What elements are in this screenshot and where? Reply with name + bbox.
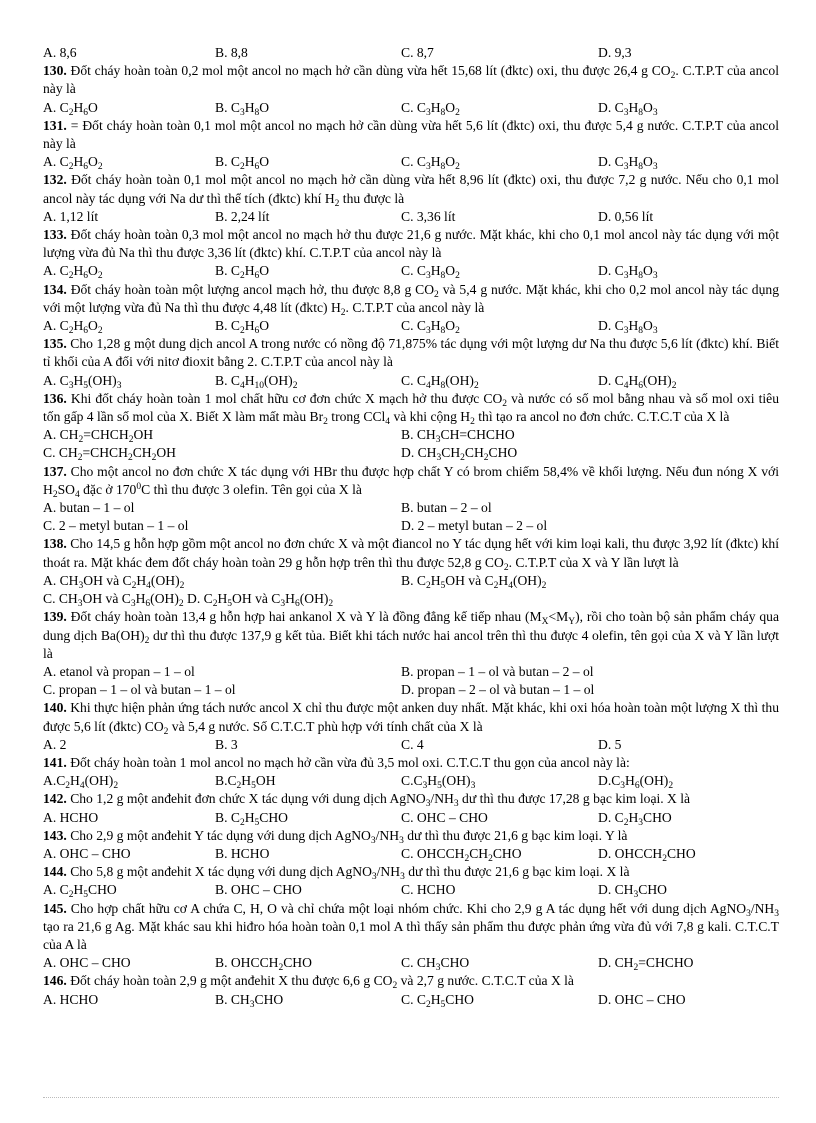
question-stem	[43, 900, 779, 955]
answer-options	[43, 317, 779, 335]
question-block	[43, 827, 779, 863]
answer-option: C. $C_4H_8(OH)_2$	[401, 372, 479, 391]
question-text: Cho hợp chất hữu cơ A chứa C, H, O và chỉ chứa một loại nhóm chức. Khi cho 2,9 g A tác dụng hết với dung dịch $AgNO_3/NH_3$ tạo ra 21,6 g Ag. Mặt khác sau khi hiđro hóa hoàn toàn 0,1 mol A thì thấy sản phẩm thu được phản ứng vừa đủ với 7,8 g kali. C.T.C.T của A là	[43, 900, 779, 952]
question-number: 142.	[43, 791, 67, 807]
answer-option: D. 9,3	[598, 45, 632, 60]
answer-options	[43, 499, 779, 535]
question-block	[43, 390, 779, 463]
question-number: 130.	[43, 63, 67, 79]
question-block	[43, 226, 779, 281]
answer-option: A. OHC – CHO	[43, 955, 131, 971]
answer-option: B. HCHO	[215, 845, 270, 861]
answer-option: C. $OHCCH_2CH_2CHO$	[401, 845, 522, 864]
answer-option: B. 2,24 lít	[215, 208, 270, 224]
question-text: = Đốt cháy hoàn toàn 0,1 mol một ancol no mạch hở cần dùng vừa hết 5,6 lít (đktc) oxi, thu được 5,4 g nước. C.T.P.T của ancol này là	[43, 117, 779, 152]
answer-option: D. 0,56 lít	[598, 208, 654, 224]
question-stem	[43, 754, 779, 772]
question-number: 137.	[43, 463, 67, 479]
answer-option: C. $CH_3OH$ và $C_3H_6(OH)_2$ D. $C_2H_5OH$ và $C_3H_6(OH)_2$	[43, 591, 334, 610]
answer-option: C. $CH_3CHO$	[401, 955, 470, 974]
answer-option: A. $CH_2=CHCH_2OH$	[43, 427, 154, 446]
answer-options	[43, 372, 779, 390]
answer-option: C. 4	[401, 736, 424, 752]
answer-option: C. $C_3H_8O_2$	[401, 318, 460, 337]
answer-option: D. $CH_3CHO$	[598, 882, 667, 901]
question-text: Đốt cháy hoàn toàn 13,4 g hỗn hợp hai ankanol X và Y là đồng đẳng kế tiếp nhau $(M_X<M_Y)$, rồi cho toàn bộ sản phẩm cháy qua dung dịch $Ba(OH)_2$ dư thì thu được 137,9 g kết tủa. Biết khi tách nước hai ancol trên thì thu được 4 olefin, tên gọi của X và Y lần lượt là	[43, 609, 779, 661]
question-block	[43, 171, 779, 226]
answer-options	[43, 954, 779, 972]
answer-option: A. butan – 1 – ol	[43, 500, 135, 516]
question-text: Đốt cháy hoàn toàn 0,1 mol một ancol no mạch hở cần dùng vừa hết 8,96 lít (đktc) oxi, thu được 7,2 g nước. Nếu cho 0,1 mol ancol này tác dụng với Na dư thì thể tích (đktc) khí $H_2$ thu được là	[43, 172, 779, 209]
answer-options	[43, 99, 779, 117]
answer-option: D. $C_2H_3CHO$	[598, 809, 672, 828]
answer-options	[43, 44, 779, 62]
answer-option: B. $C_4H_{10}(OH)_2$	[215, 372, 298, 391]
answer-option: D. $C_3H_8O_3$	[598, 263, 658, 282]
question-block	[43, 863, 779, 899]
answer-options	[43, 881, 779, 899]
question-number: 131.	[43, 117, 67, 133]
answer-option: A. HCHO	[43, 809, 99, 825]
question-stem	[43, 790, 779, 808]
answer-option: B. $CH_3CH=CHCHO$	[401, 427, 515, 446]
answer-option: B. propan – 1 – ol và butan – 2 – ol	[401, 663, 594, 679]
question-number: 135.	[43, 336, 67, 352]
answer-option: A. 1,12 lít	[43, 208, 99, 224]
answer-option: D. $CH_3CH_2CH_2CHO$	[401, 445, 518, 464]
answer-option: B. $C_2H_5OH$ và $C_2H_4(OH)_2$	[401, 572, 547, 591]
question-text: Khi đốt cháy hoàn toàn 1 mol chất hữu cơ đơn chức X mạch hở thu được $CO_2$ và nước có số mol bằng nhau và số mol oxi tiêu tốn gấp 4 lần số mol của X. Biết X làm mất màu $Br_2$ trong CCl$_4$ và khi cộng $H_2$ thì tạo ra ancol no đơn chức. C.T.C.T của X là	[43, 390, 779, 428]
answer-option: D. $OHCCH_2CHO$	[598, 845, 696, 864]
answer-option: A. HCHO	[43, 991, 99, 1007]
answer-option: A. etanol và propan – 1 – ol	[43, 663, 195, 679]
question-block	[43, 335, 779, 390]
answer-option: $D.C_3H_6(OH)_2$	[598, 773, 674, 792]
question-number: 146.	[43, 973, 67, 989]
answer-options	[43, 572, 779, 608]
answer-option: C. $C_2H_5CHO$	[401, 991, 474, 1010]
answer-option: $A.C_2H_4(OH)_2$	[43, 773, 119, 792]
answer-option: B. 3	[215, 736, 238, 752]
answer-option: B. $C_2H_6O$	[215, 263, 270, 282]
answer-option: B. $C_2H_6O$	[215, 154, 270, 173]
answer-option: C. $C_3H_8O_2$	[401, 263, 460, 282]
answer-option: C. 2 – metyl butan – 1 – ol	[43, 518, 189, 534]
page-bottom-divider	[43, 1097, 779, 1098]
answer-option: D. $C_3H_8O_3$	[598, 99, 658, 118]
question-block	[43, 281, 779, 336]
answer-option: C. $CH_2=CHCH_2CH_2OH$	[43, 445, 176, 464]
answer-option: D. 2 – metyl butan – 2 – ol	[401, 518, 548, 534]
answer-option: A. $C_2H_5CHO$	[43, 882, 117, 901]
answer-option: C. HCHO	[401, 882, 456, 898]
question-block	[43, 699, 779, 754]
answer-option: C. OHC – CHO	[401, 809, 488, 825]
question-text: Khi thực hiện phản ứng tách nước ancol X chỉ thu được một anken duy nhất. Mặt khác, khi oxi hóa hoàn toàn một lượng X thì thu được 5,6 lít (đktc) $CO_2$ và 5,4 g nước. Số C.T.C.T phù hợp với tính chất của X là	[43, 700, 779, 737]
question-stem	[43, 62, 779, 98]
question-stem	[43, 863, 779, 881]
answer-options	[43, 208, 779, 226]
question-stem	[43, 390, 779, 426]
question-number: 134.	[43, 281, 67, 297]
answer-option: D. 5	[598, 736, 622, 752]
question-number: 143.	[43, 827, 67, 843]
question-block	[43, 900, 779, 973]
answer-options	[43, 426, 779, 462]
question-stem	[43, 281, 779, 317]
question-text: Đốt cháy hoàn toàn 0,3 mol một ancol no mạch hở thu được 21,6 g nước. Mặt khác, khi cho 0,1 mol ancol này tác dụng với một lượng vừa đủ Na thì thu được 3,36 lít (đktc) khí. C.T.P.T của ancol này là	[43, 227, 779, 261]
question-block	[43, 44, 779, 62]
answer-options	[43, 262, 779, 280]
answer-option: A. OHC – CHO	[43, 845, 131, 861]
answer-options	[43, 153, 779, 171]
question-text: Đốt cháy hoàn toàn 2,9 g một anđehit X thu được 6,6 g $CO_2$ và 2,7 g nước. C.T.C.T của X là	[66, 973, 574, 992]
answer-options	[43, 736, 779, 754]
question-block	[43, 754, 779, 790]
answer-option: B. $C_2H_5CHO$	[215, 809, 288, 828]
question-block	[43, 535, 779, 608]
answer-option: D. propan – 2 – ol và butan – 1 – ol	[401, 682, 595, 698]
answer-option: B. $OHCCH_2CHO$	[215, 955, 312, 974]
answer-option: $C.C_3H_5(OH)_3$	[401, 773, 476, 792]
answer-option: C. $C_3H_8O_2$	[401, 154, 460, 173]
question-number: 145.	[43, 900, 67, 916]
answer-option: C. propan – 1 – ol và butan – 1 – ol	[43, 682, 236, 698]
answer-options	[43, 845, 779, 863]
question-text: Đốt cháy hoàn toàn 1 mol ancol no mạch hở cần vừa đủ 3,5 mol oxi. C.T.C.T thu gọn của ancol này là:	[66, 754, 630, 770]
question-block	[43, 790, 779, 826]
question-block	[43, 117, 779, 172]
answer-option: A. $C_2H_6O_2$	[43, 263, 103, 282]
question-text: Cho một ancol no đơn chức X tác dụng với HBr thu được hợp chất Y có brom chiếm 58,4% về khối lượng. Nếu đun nóng X với $H_2SO_4$ đặc ở $170^0C$ thì thu được 3 olefin. Tên gọi của X là	[43, 463, 779, 500]
question-stem	[43, 608, 779, 663]
answer-option: A. $C_2H_6O_2$	[43, 318, 103, 337]
answer-option: D. $C_3H_8O_3$	[598, 318, 658, 337]
answer-option: A. $C_2H_6O_2$	[43, 154, 103, 173]
answer-option: C. 3,36 lít	[401, 208, 456, 224]
question-stem	[43, 699, 779, 735]
answer-option: A. $C_3H_5(OH)_3$	[43, 372, 122, 391]
question-number: 138.	[43, 536, 67, 552]
question-stem	[43, 335, 779, 371]
question-stem	[43, 117, 779, 153]
answer-options	[43, 809, 779, 827]
question-number: 139.	[43, 609, 67, 625]
answer-option: C. $C_3H_8O_2$	[401, 99, 460, 118]
answer-option: A. 2	[43, 736, 67, 752]
question-stem	[43, 972, 779, 990]
answer-option: B. 8,8	[215, 45, 248, 60]
question-stem	[43, 226, 779, 262]
question-stem	[43, 463, 779, 499]
question-stem	[43, 827, 779, 845]
question-number: 144.	[43, 864, 67, 880]
question-number: 141.	[43, 754, 67, 770]
answer-option: B. butan – 2 – ol	[401, 500, 492, 516]
answer-options	[43, 991, 779, 1009]
question-text: Cho 2,9 g một anđehit Y tác dụng với dung dịch $AgNO_3/NH_3$ dư thì thu được 21,6 g bạc kim loại. Y là	[66, 827, 628, 846]
question-block	[43, 608, 779, 699]
question-number: 140.	[43, 700, 67, 716]
question-text: Cho 14,5 g hỗn hợp gồm một ancol no đơn chức X và một điancol no Y tác dụng hết với kim loại kali, thu được 3,92 lít (đktc) khí thoát ra. Mặt khác đem đốt cháy hoàn toàn 29 g hỗn hợp trên thì thu được 52,8 g $CO_2$. C.T.P.T của X và Y lần lượt là	[43, 536, 779, 573]
answer-option: D. $CH_2=CHCHO$	[598, 955, 694, 974]
answer-option: D. $C_4H_6(OH)_2$	[598, 372, 677, 391]
answer-option: B. $C_3H_8O$	[215, 99, 270, 118]
question-stem	[43, 535, 779, 571]
answer-option: B. OHC – CHO	[215, 882, 302, 898]
answer-option: A. 8,6	[43, 45, 77, 60]
question-text: Cho 1,2 g một anđehit đơn chức X tác dụng với dung dịch $AgNO_3/NH_3$ dư thì thu được 17,28 g bạc kim loại. X là	[66, 791, 691, 810]
answer-option: C. 8,7	[401, 45, 434, 60]
question-block	[43, 463, 779, 536]
question-text: Cho 5,8 g một anđehit X tác dụng với dung dịch $AgNO_3/NH_3$ dư thì thu được 21,6 g bạc kim loại. X là	[66, 864, 630, 883]
question-stem	[43, 171, 779, 207]
answer-option: D. OHC – CHO	[598, 991, 686, 1007]
answer-option: A. $C_2H_6O$	[43, 99, 98, 118]
answer-options	[43, 772, 779, 790]
question-text: Cho 1,28 g một dung dịch ancol A trong nước có nồng độ 71,875% tác dụng với một lượng dư Na thu được 5,6 lít (đktc) khí. Biết tỉ khối của A đối với nitơ đioxit bằng 2. C.T.P.T của ancol này là	[43, 336, 779, 370]
document-body	[43, 44, 779, 1009]
question-number: 133.	[43, 227, 67, 243]
question-text: Đốt cháy hoàn toàn 0,2 mol một ancol no mạch hở cần dùng vừa hết 15,68 lít (đktc) oxi, thu được 26,4 g $CO_2$. C.T.P.T của ancol này là	[43, 63, 779, 97]
question-number: 132.	[43, 172, 67, 188]
question-block	[43, 972, 779, 1008]
question-number: 136.	[43, 390, 67, 406]
answer-options	[43, 663, 779, 699]
question-text: Đốt cháy hoàn toàn một lượng ancol mạch hở, thu được 8,8 g $CO_2$ và 5,4 g nước. Mặt khác, khi cho 0,2 mol ancol này tác dụng với một lượng vừa đủ Na thì thu được 4,48 lít (đktc) $H_2$. C.T.P.T của ancol này là	[43, 281, 779, 318]
answer-option: D. $C_3H_8O_3$	[598, 154, 658, 173]
answer-option: B. $CH_3CHO$	[215, 991, 284, 1010]
answer-option: A. $CH_3OH$ và $C_2H_4(OH)_2$	[43, 572, 185, 591]
question-block	[43, 62, 779, 117]
answer-option: B. $C_2H_6O$	[215, 318, 270, 337]
answer-option: $B.C_2H_5OH$	[215, 773, 276, 792]
